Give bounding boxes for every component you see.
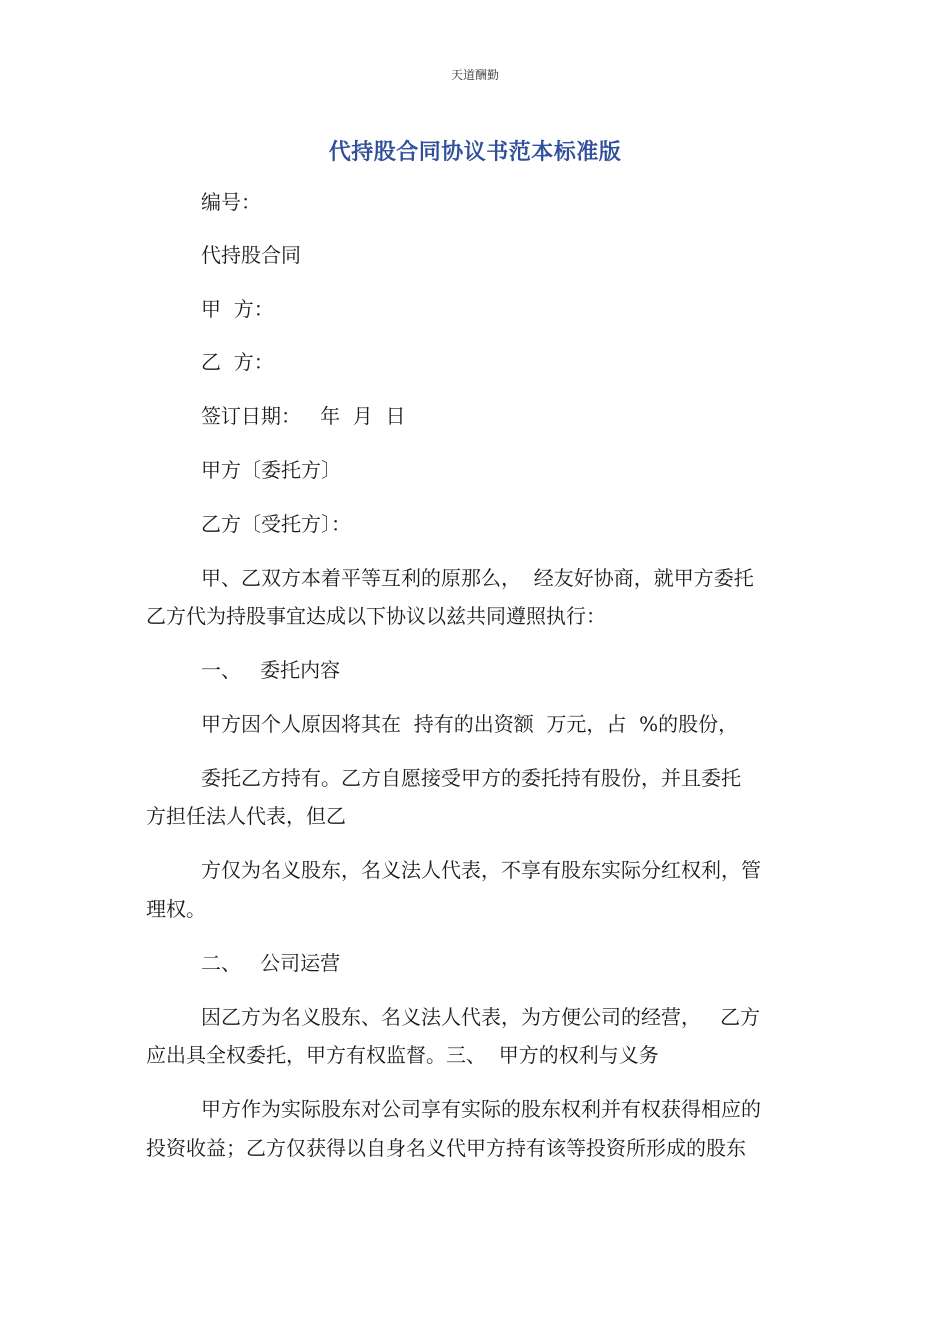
preamble-line-1: 甲、乙双方本着平等互利的原那么， 经友好协商，就甲方委托 [201, 566, 754, 590]
contract-number-label: 编号： [201, 190, 261, 214]
preamble-line-2: 乙方代为持股事宜达成以下协议以兹共同遵照执行： [146, 604, 606, 628]
document-title: 代持股合同协议书范本标准版 [328, 140, 622, 165]
section-3-text-1: 甲方作为实际股东对公司享有实际的股东权利并有权获得相应的 [201, 1097, 761, 1121]
section-2-text-1: 因乙方为名义股东、名义法人代表，为方便公司的经营， 乙方 [201, 1005, 761, 1029]
section-3-text-2: 投资收益；乙方仅获得以自身名义代甲方持有该等投资所形成的股东 [146, 1136, 746, 1160]
party-b-role: 乙方〔受托方〕： [201, 512, 351, 536]
section-1-text-3: 方担任法人代表，但乙 [146, 804, 346, 828]
section-1-text-2: 委托乙方持有。乙方自愿接受甲方的委托持有股份，并且委托 [201, 766, 741, 790]
party-a-role: 甲方〔委托方〕 [201, 458, 341, 482]
section-1-text-5: 理权。 [146, 897, 206, 921]
page-header: 天道酬勤 [450, 68, 499, 82]
contract-name: 代持股合同 [201, 243, 301, 267]
section-2-heading: 二、 公司运营 [201, 951, 341, 975]
section-1-text-4: 方仅为名义股东，名义法人代表，不享有股东实际分红权利，管 [201, 858, 761, 882]
signing-date-label: 签订日期： 年 月 日 [201, 404, 406, 428]
section-1-heading: 一、 委托内容 [201, 658, 341, 682]
party-b-label: 乙 方： [201, 350, 274, 374]
section-2-text-2: 应出具全权委托，甲方有权监督。三、 甲方的权利与义务 [146, 1043, 659, 1067]
section-1-text-1: 甲方因个人原因将其在 持有的出资额 万元，占 %的股份， [201, 712, 739, 736]
party-a-label: 甲 方： [201, 297, 274, 321]
